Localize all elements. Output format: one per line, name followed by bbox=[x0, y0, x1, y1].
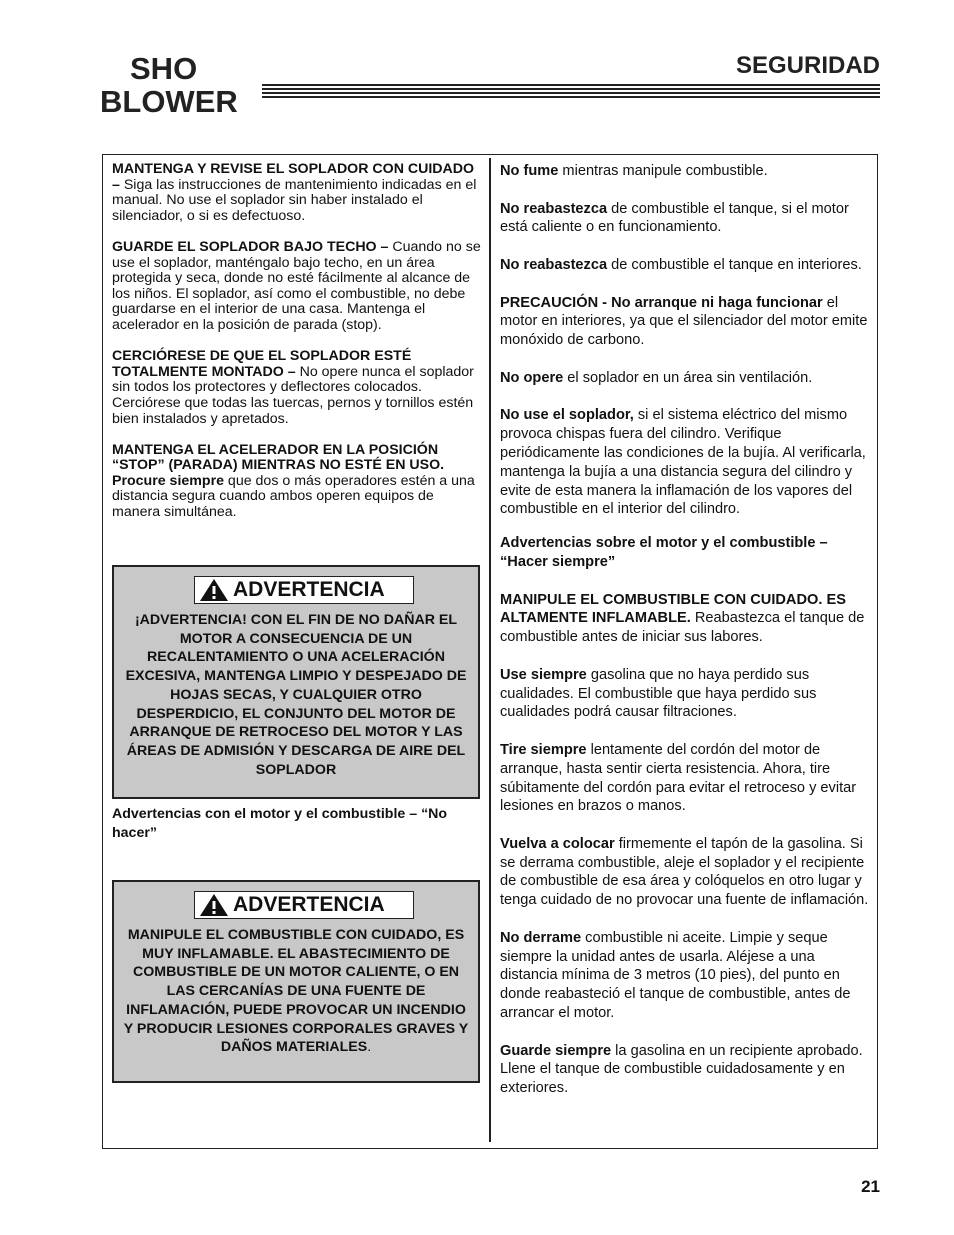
brand-title bbox=[100, 52, 238, 118]
paragraph-throttle: MANTENGA EL ACELERADOR EN LA POSICIÓN “STOP” (PARADA) MIENTRAS NO ESTÉ EN USO. Procure siempre que dos o más operadores estén a una distancia segura cuando ambos operen equipos de manera simultánea. bbox=[112, 441, 475, 521]
warning-text-2: MANIPULE EL COMBUSTIBLE CON CUIDADO, ES MUY INFLAMABLE. EL ABASTECIMIENTO DE COMBUSTIBLE DE UN MOTOR CALIENTE, O EN LAS CERCANÍAS DE UNA FUENTE DE INFLAMACIÓN, PUEDE PROVOCAR UN INCENDIO Y PRODUCIR LESIONES CORPORALES GRAVES Y DAÑOS MATERIALES. bbox=[123, 927, 469, 1056]
warning-text-1: ¡ADVERTENCIA! CON EL FIN DE NO DAÑAR EL MOTOR A CONSECUENCIA DE UN RECALENTAMIENTO O UNA ACELERACIÓN EXCESIVA, MANTENGA LIMPIO Y DESPEJADO DE HOJAS SECAS, Y CUALQUIER OTRO DESPERDICIO, EL CONJUNTO DEL MOTOR DE ARRANQUE DE RETROCESO DEL MOTOR Y LAS ÁREAS DE ADMISIÓN Y DESCARGA DE AIRE DEL SOPLADOR bbox=[125, 612, 467, 778]
paragraph-store-fuel: Guarde siempre la gasolina en un recipiente aprobado. Llene el tanque de combustible cuidadosamente y en exteriores. bbox=[500, 1042, 863, 1097]
paragraph-use-fresh: Use siempre gasolina que no haya perdido sus cualidades. El combustible que haya perdido sus cualidades podrá causar filtraciones. bbox=[500, 666, 817, 721]
paragraph-handle-fuel: MANIPULE EL COMBUSTIBLE CON CUIDADO. ES ALTAMENTE INFLAMABLE. Reabastezca el tanque de combustible antes de iniciar sus labores. bbox=[500, 591, 865, 646]
header-rule-lines bbox=[262, 84, 880, 100]
paragraph-no-smoke: No fume mientras manipule combustible. bbox=[500, 163, 768, 179]
warning-label-1: ADVERTENCIA bbox=[233, 578, 385, 601]
left-column bbox=[112, 162, 482, 536]
paragraph-replace-cap: Vuelva a colocar firmemente el tapón de la gasolina. Si se derrama combustible, aleje el soplador y el recipiente de combustible de esa área y colóquelos en otro lugar y tenga cuidado de no provocar una fuente de inflamación. bbox=[500, 835, 869, 909]
brand-line-1: SHO bbox=[130, 51, 198, 86]
paragraph-maintain: MANTENGA Y REVISE EL SOPLADOR CON CUIDADO – Siga las instrucciones de mantenimiento indicadas en el manual. No use el soplador sin haber instalado el silenciador, o si es defectuoso. bbox=[112, 161, 477, 224]
warning-header-2 bbox=[194, 891, 414, 919]
warning-box-2 bbox=[112, 880, 480, 1083]
warning-triangle-icon bbox=[199, 893, 229, 917]
warning-label-2: ADVERTENCIA bbox=[233, 893, 385, 916]
paragraph-no-use-sparks: No use el soplador, si el sistema eléctrico del mismo provoca chispas fuera del cilindro. Verifique periódicamente las condiciones de la bujía. Al verificarla, mantenga la bujía a una distancia segura del cilindro y evite de esta manera la inflamación de los vapores del combustible en el interior del cilindro. bbox=[500, 407, 866, 518]
section-title: SEGURIDAD bbox=[735, 52, 880, 79]
paragraph-assembled: CERCIÓRESE DE QUE EL SOPLADOR ESTÉ TOTALMENTE MONTADO – No opere nunca el soplador sin todos los protectores y deflectores colocados. Cerciórese que todas las tuercas, pernos y tornillos estén bien instalados y apretados. bbox=[112, 348, 474, 427]
warning-box-1 bbox=[112, 565, 480, 799]
right-column bbox=[500, 162, 872, 1117]
paragraph-no-refuel-indoors: No reabastezca de combustible el tanque en interiores. bbox=[500, 256, 862, 273]
brand-line-2: BLOWER bbox=[100, 84, 238, 119]
paragraph-caution-indoors: PRECAUCIÓN - No arranque ni haga funcionar el motor en interiores, ya que el silenciador del motor emite monóxido de carbono. bbox=[500, 294, 868, 349]
paragraph-no-operate: No opere el soplador en un área sin ventilación. bbox=[500, 369, 813, 386]
column-divider bbox=[489, 158, 491, 1142]
warning-triangle-icon bbox=[199, 578, 229, 602]
dos-heading: Advertencias sobre el motor y el combustible – “Hacer siempre” bbox=[500, 535, 828, 570]
paragraph-store: GUARDE EL SOPLADOR BAJO TECHO – Cuando no se use el soplador, manténgalo bajo techo, en un área protegida y seca, donde no esté fácilmente al alcance de los niños. El soplador, así como el combustible, no debe guardarse en el interior de una casa. Mantenga el acelerador en la posición de parada (stop). bbox=[112, 238, 481, 333]
paragraph-no-refuel-hot: No reabastezca de combustible el tanque, si el motor está caliente o en funcionamiento. bbox=[500, 200, 849, 236]
warning-header-1 bbox=[194, 576, 414, 604]
page-number: 21 bbox=[861, 1177, 880, 1196]
donts-heading: Advertencias con el motor y el combustible – “No hacer” bbox=[112, 806, 448, 841]
paragraph-pull-cord: Tire siempre lentamente del cordón del motor de arranque, hasta sentir cierta resistencia. Ahora, tire súbitamente del cordón para evitar el retroceso y evitar lesiones en brazos o manos. bbox=[500, 741, 857, 815]
paragraph-no-spill: No derrame combustible ni aceite. Limpie y seque siempre la unidad antes de usarla. Aléjese a una distancia mínima de 3 metros (10 pies), del punto en donde reabasteció el tanque de combustible, antes de arrancar el motor. bbox=[500, 929, 851, 1022]
